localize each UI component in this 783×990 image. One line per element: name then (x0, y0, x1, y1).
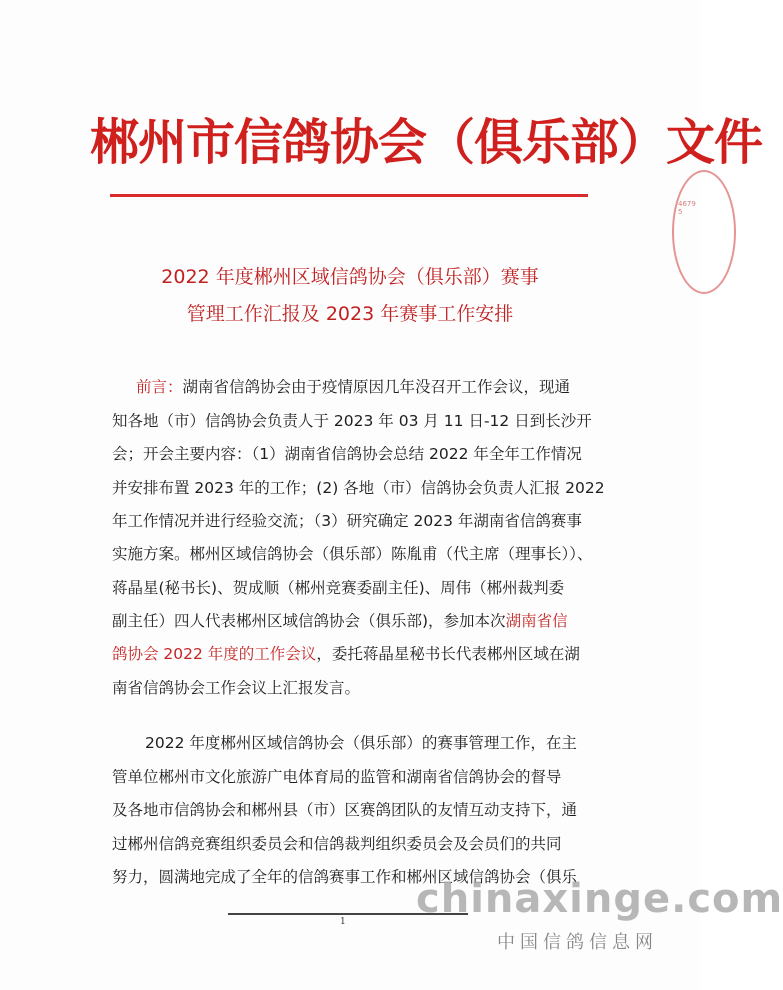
paragraph-2-line: 过郴州信鸽竞赛组织委员会和信鸽裁判组织委员会及会员们的共同 (112, 835, 562, 853)
paragraph-1-line (112, 644, 602, 664)
page-number: 1 (340, 917, 346, 927)
paragraph-1-text: ，委托蒋晶星秘书长代表郴州区域在湖 (316, 645, 580, 663)
preface-label: 前言： (136, 378, 183, 396)
document-masthead: 郴州市信鸽协会（俱乐部）文件 (90, 113, 763, 171)
paragraph-1-line (112, 478, 605, 498)
paragraph-1-line (112, 511, 602, 531)
paragraph-2-line: 及各地市信鸽协会和郴州县（市）区赛鸽团队的友情互动支持下，通 (112, 801, 578, 819)
paragraph-1-line (112, 444, 602, 464)
paragraph-1-line (112, 611, 602, 631)
highlighted-meeting-name: 鸽协会 2022 年度的工作会议 (112, 645, 317, 663)
paragraph-1-text: 会；开会主要内容：（1）湖南省信鸽协会总结 2022 年全年工作情况 (112, 445, 582, 463)
paragraph-1-text: 年工作情况并进行经验交流；（3）研究确定 2023 年湖南省信鸽赛事 (112, 512, 582, 530)
document-title-line-2: 管理工作汇报及 2023 年赛事工作安排 (186, 303, 514, 325)
paragraph-1-line (112, 544, 602, 564)
paragraph-1-text: 湖南省信鸽协会由于疫情原因几年没召开工作会议，现通 (182, 378, 571, 396)
paragraph-1-line (136, 377, 626, 397)
paragraph-2-line: 2022 年度郴州区域信鸽协会（俱乐部）的赛事管理工作，在主 (145, 734, 577, 752)
paragraph-2-line: 管单位郴州市文化旅游广电体育局的监管和湖南省信鸽协会的督导 (112, 768, 562, 786)
paragraph-1-text: 知各地（市）信鸽协会负责人于 2023 年 03 月 11 日-12 日到长沙开 (112, 412, 592, 430)
watermark-site-name: 中国信鸽信息网 (497, 932, 658, 953)
paragraph-1-text: 实施方案。郴州区域信鸽协会（俱乐部）陈胤甫（代主席（理事长））、 (112, 545, 593, 563)
paragraph-1-text: 并安排布置 2023 年的工作；(2) 各地（市）信鸽协会负责人汇报 2022 (112, 479, 605, 497)
watermark-logo: chinaxinge.com (416, 876, 783, 922)
paragraph-1-line (112, 578, 602, 598)
paragraph-1-line (112, 411, 602, 431)
paragraph-1-text: 南省信鸽协会工作会议上汇报发言。 (112, 679, 361, 697)
paragraph-1-text: 副主任）四人代表郴州区域信鸽协会（俱乐部)，参加本次 (112, 612, 506, 630)
paragraph-1-line (112, 678, 602, 698)
paragraph-1-text: 蒋晶星(秘书长)、贺成顺（郴州竞赛委副主任)、周伟（郴州裁判委 (112, 579, 565, 597)
seal-stamp-text: 46795 (678, 200, 696, 216)
highlighted-meeting-name: 湖南省信 (505, 612, 568, 630)
masthead-divider (110, 194, 588, 197)
document-title-line-1: 2022 年度郴州区域信鸽协会（俱乐部）赛事 (161, 266, 539, 288)
paragraph-2-line: 努力，圆满地完成了全年的信鸽赛事工作和郴州区域信鸽协会（俱乐 (112, 868, 578, 886)
